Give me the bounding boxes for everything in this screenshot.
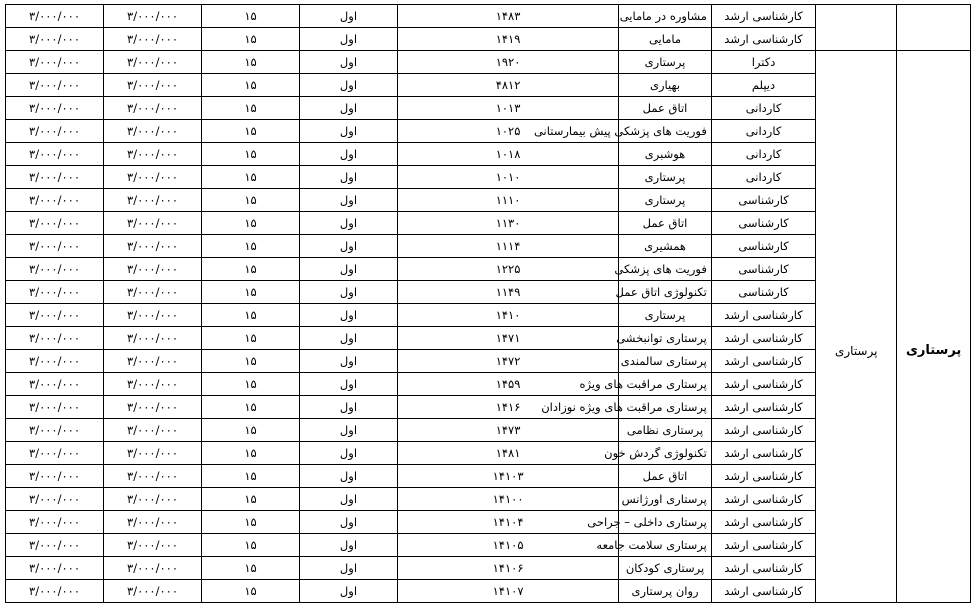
level-cell: کارشناسی ارشد xyxy=(711,350,815,373)
term-cell: اول xyxy=(299,488,397,511)
fee-cell: ۳/۰۰۰/۰۰۰ xyxy=(6,281,104,304)
code-cell: ۱۴۱۰۵ xyxy=(397,534,618,557)
level-cell: کاردانی xyxy=(711,97,815,120)
course-cell: فوریت های پزشکی xyxy=(619,258,712,281)
course-cell: همشیری xyxy=(619,235,712,258)
fee-cell: ۳/۰۰۰/۰۰۰ xyxy=(104,327,202,350)
fee-cell: ۳/۰۰۰/۰۰۰ xyxy=(104,97,202,120)
table-row xyxy=(6,51,971,74)
fee-cell: ۳/۰۰۰/۰۰۰ xyxy=(6,350,104,373)
fee-cell: ۳/۰۰۰/۰۰۰ xyxy=(104,235,202,258)
course-cell: مشاوره در مامایی xyxy=(619,5,712,28)
fee-cell: ۳/۰۰۰/۰۰۰ xyxy=(104,166,202,189)
term-cell: اول xyxy=(299,5,397,28)
units-cell: ۱۵ xyxy=(202,5,300,28)
term-cell: اول xyxy=(299,235,397,258)
units-cell: ۱۵ xyxy=(202,120,300,143)
term-cell: اول xyxy=(299,304,397,327)
fee-cell: ۳/۰۰۰/۰۰۰ xyxy=(104,28,202,51)
code-cell: ۱۴۱۰۷ xyxy=(397,580,618,603)
level-cell: کارشناسی ارشد xyxy=(711,488,815,511)
term-cell: اول xyxy=(299,419,397,442)
fee-cell: ۳/۰۰۰/۰۰۰ xyxy=(104,350,202,373)
term-cell: اول xyxy=(299,465,397,488)
code-cell: ۱۴۱۶ xyxy=(397,396,618,419)
fee-cell: ۳/۰۰۰/۰۰۰ xyxy=(104,5,202,28)
units-cell: ۱۵ xyxy=(202,465,300,488)
course-cell: پرستاری سالمندی xyxy=(619,350,712,373)
level-cell: کارشناسی ارشد xyxy=(711,557,815,580)
code-cell: ۱۴۵۹ xyxy=(397,373,618,396)
term-cell: اول xyxy=(299,189,397,212)
group-label: پرستاری xyxy=(905,342,962,358)
fee-cell: ۳/۰۰۰/۰۰۰ xyxy=(104,442,202,465)
fee-cell: ۳/۰۰۰/۰۰۰ xyxy=(6,97,104,120)
level-cell: دیپلم xyxy=(711,74,815,97)
units-cell: ۱۵ xyxy=(202,442,300,465)
term-cell: اول xyxy=(299,350,397,373)
level-cell: دکترا xyxy=(711,51,815,74)
units-cell: ۱۵ xyxy=(202,511,300,534)
fee-cell: ۳/۰۰۰/۰۰۰ xyxy=(6,465,104,488)
code-cell: ۱۴۷۲ xyxy=(397,350,618,373)
units-cell: ۱۵ xyxy=(202,51,300,74)
course-cell: تکنولوژی اتاق عمل xyxy=(619,281,712,304)
code-cell: ۱۱۱۰ xyxy=(397,189,618,212)
fee-cell: ۳/۰۰۰/۰۰۰ xyxy=(6,304,104,327)
code-cell: ۱۱۱۴ xyxy=(397,235,618,258)
fee-cell: ۳/۰۰۰/۰۰۰ xyxy=(104,143,202,166)
units-cell: ۱۵ xyxy=(202,281,300,304)
course-cell: پرستاری داخلی – جراحی xyxy=(619,511,712,534)
fee-cell: ۳/۰۰۰/۰۰۰ xyxy=(6,488,104,511)
term-cell: اول xyxy=(299,212,397,235)
fee-cell: ۳/۰۰۰/۰۰۰ xyxy=(104,212,202,235)
level-cell: کارشناسی ارشد xyxy=(711,465,815,488)
course-cell: پرستاری نظامی xyxy=(619,419,712,442)
fee-cell: ۳/۰۰۰/۰۰۰ xyxy=(6,580,104,603)
course-cell: پرستاری اورژانس xyxy=(619,488,712,511)
level-cell: کارشناسی ارشد xyxy=(711,442,815,465)
code-cell: ۱۴۱۰۳ xyxy=(397,465,618,488)
level-cell: کارشناسی ارشد xyxy=(711,327,815,350)
course-cell: پرستاری سلامت جامعه xyxy=(619,534,712,557)
fee-cell: ۳/۰۰۰/۰۰۰ xyxy=(104,396,202,419)
course-cell: پرستاری مراقبت های ویژه نوزادان xyxy=(619,396,712,419)
fee-cell: ۳/۰۰۰/۰۰۰ xyxy=(104,511,202,534)
table-body xyxy=(6,5,971,603)
fee-cell: ۳/۰۰۰/۰۰۰ xyxy=(6,511,104,534)
fee-cell: ۳/۰۰۰/۰۰۰ xyxy=(104,373,202,396)
code-cell: ۱۲۲۵ xyxy=(397,258,618,281)
course-cell: پرستاری xyxy=(619,51,712,74)
course-cell: تکنولوژی گردش خون xyxy=(619,442,712,465)
course-cell: اتاق عمل xyxy=(619,465,712,488)
fee-cell: ۳/۰۰۰/۰۰۰ xyxy=(6,258,104,281)
term-cell: اول xyxy=(299,97,397,120)
level-cell: کارشناسی ارشد xyxy=(711,580,815,603)
group-cell-empty xyxy=(897,5,971,51)
course-cell: مامایی xyxy=(619,28,712,51)
level-cell: کارشناسی xyxy=(711,258,815,281)
course-cell: پرستاری xyxy=(619,166,712,189)
fee-cell: ۳/۰۰۰/۰۰۰ xyxy=(104,488,202,511)
fee-cell: ۳/۰۰۰/۰۰۰ xyxy=(6,143,104,166)
level-cell: کارشناسی ارشد xyxy=(711,396,815,419)
fee-cell: ۳/۰۰۰/۰۰۰ xyxy=(6,534,104,557)
fee-cell: ۳/۰۰۰/۰۰۰ xyxy=(6,74,104,97)
fee-cell: ۳/۰۰۰/۰۰۰ xyxy=(104,51,202,74)
units-cell: ۱۵ xyxy=(202,97,300,120)
term-cell: اول xyxy=(299,51,397,74)
level-cell: کاردانی xyxy=(711,166,815,189)
units-cell: ۱۵ xyxy=(202,557,300,580)
fee-cell: ۳/۰۰۰/۰۰۰ xyxy=(6,396,104,419)
code-cell: ۱۱۴۹ xyxy=(397,281,618,304)
fee-cell: ۳/۰۰۰/۰۰۰ xyxy=(6,120,104,143)
code-cell: ۱۴۱۰۴ xyxy=(397,511,618,534)
course-cell: اتاق عمل xyxy=(619,212,712,235)
code-cell: ۱۰۲۵ xyxy=(397,120,618,143)
fee-cell: ۳/۰۰۰/۰۰۰ xyxy=(104,465,202,488)
term-cell: اول xyxy=(299,28,397,51)
level-cell: کارشناسی xyxy=(711,281,815,304)
units-cell: ۱۵ xyxy=(202,350,300,373)
course-cell: فوریت های پزشکی پیش بیمارستانی xyxy=(619,120,712,143)
term-cell: اول xyxy=(299,143,397,166)
sub-cell-empty xyxy=(816,5,897,51)
course-cell: هوشبری xyxy=(619,143,712,166)
units-cell: ۱۵ xyxy=(202,396,300,419)
level-cell: کارشناسی ارشد xyxy=(711,304,815,327)
code-cell: ۱۱۳۰ xyxy=(397,212,618,235)
units-cell: ۱۵ xyxy=(202,189,300,212)
level-cell: کاردانی xyxy=(711,143,815,166)
term-cell: اول xyxy=(299,120,397,143)
term-cell: اول xyxy=(299,511,397,534)
subgroup-label: پرستاری xyxy=(834,343,878,358)
code-cell: ۴۸۱۲ xyxy=(397,74,618,97)
units-cell: ۱۵ xyxy=(202,166,300,189)
units-cell: ۱۵ xyxy=(202,212,300,235)
course-cell: پرستاری xyxy=(619,189,712,212)
fee-cell: ۳/۰۰۰/۰۰۰ xyxy=(6,419,104,442)
fees-table xyxy=(5,4,971,603)
units-cell: ۱۵ xyxy=(202,580,300,603)
level-cell: کارشناسی ارشد xyxy=(711,373,815,396)
code-cell: ۱۴۱۹ xyxy=(397,28,618,51)
units-cell: ۱۵ xyxy=(202,74,300,97)
course-cell: پرستاری توانبخشی xyxy=(619,327,712,350)
code-cell: ۱۴۷۱ xyxy=(397,327,618,350)
term-cell: اول xyxy=(299,166,397,189)
fee-cell: ۳/۰۰۰/۰۰۰ xyxy=(104,304,202,327)
fee-cell: ۳/۰۰۰/۰۰۰ xyxy=(6,51,104,74)
units-cell: ۱۵ xyxy=(202,488,300,511)
code-cell: ۱۰۱۸ xyxy=(397,143,618,166)
course-cell: اتاق عمل xyxy=(619,97,712,120)
term-cell: اول xyxy=(299,258,397,281)
fee-cell: ۳/۰۰۰/۰۰۰ xyxy=(104,534,202,557)
term-cell: اول xyxy=(299,74,397,97)
term-cell: اول xyxy=(299,580,397,603)
code-cell: ۱۴۸۳ xyxy=(397,5,618,28)
term-cell: اول xyxy=(299,534,397,557)
units-cell: ۱۵ xyxy=(202,419,300,442)
term-cell: اول xyxy=(299,327,397,350)
table-row xyxy=(6,5,971,28)
term-cell: اول xyxy=(299,396,397,419)
code-cell: ۱۴۱۰۶ xyxy=(397,557,618,580)
fee-cell: ۳/۰۰۰/۰۰۰ xyxy=(104,74,202,97)
fee-cell: ۳/۰۰۰/۰۰۰ xyxy=(6,442,104,465)
level-cell: کارشناسی ارشد xyxy=(711,419,815,442)
level-cell: کارشناسی ارشد xyxy=(711,534,815,557)
course-cell: پرستاری مراقبت های ویژه xyxy=(619,373,712,396)
course-cell: پرستاری xyxy=(619,304,712,327)
level-cell: کارشناسی ارشد xyxy=(711,5,815,28)
fee-cell: ۳/۰۰۰/۰۰۰ xyxy=(6,235,104,258)
code-cell: ۱۴۷۳ xyxy=(397,419,618,442)
fee-cell: ۳/۰۰۰/۰۰۰ xyxy=(104,419,202,442)
fee-cell: ۳/۰۰۰/۰۰۰ xyxy=(6,189,104,212)
fee-cell: ۳/۰۰۰/۰۰۰ xyxy=(6,166,104,189)
fee-cell: ۳/۰۰۰/۰۰۰ xyxy=(6,557,104,580)
fee-cell: ۳/۰۰۰/۰۰۰ xyxy=(104,580,202,603)
code-cell: ۱۰۱۳ xyxy=(397,97,618,120)
term-cell: اول xyxy=(299,281,397,304)
units-cell: ۱۵ xyxy=(202,258,300,281)
fee-cell: ۳/۰۰۰/۰۰۰ xyxy=(6,373,104,396)
fee-cell: ۳/۰۰۰/۰۰۰ xyxy=(6,212,104,235)
level-cell: کارشناسی xyxy=(711,235,815,258)
fee-cell: ۳/۰۰۰/۰۰۰ xyxy=(6,327,104,350)
level-cell: کارشناسی ارشد xyxy=(711,28,815,51)
group-cell xyxy=(897,51,971,603)
units-cell: ۱۵ xyxy=(202,534,300,557)
level-cell: کارشناسی xyxy=(711,189,815,212)
units-cell: ۱۵ xyxy=(202,143,300,166)
units-cell: ۱۵ xyxy=(202,327,300,350)
code-cell: ۱۰۱۰ xyxy=(397,166,618,189)
fee-cell: ۳/۰۰۰/۰۰۰ xyxy=(104,281,202,304)
fee-cell: ۳/۰۰۰/۰۰۰ xyxy=(104,189,202,212)
code-cell: ۱۴۱۰۰ xyxy=(397,488,618,511)
course-cell: روان پرستاری xyxy=(619,580,712,603)
code-cell: ۱۹۲۰ xyxy=(397,51,618,74)
code-cell: ۱۴۸۱ xyxy=(397,442,618,465)
level-cell: کارشناسی xyxy=(711,212,815,235)
course-cell: بهیاری xyxy=(619,74,712,97)
units-cell: ۱۵ xyxy=(202,304,300,327)
term-cell: اول xyxy=(299,373,397,396)
fee-cell: ۳/۰۰۰/۰۰۰ xyxy=(6,5,104,28)
units-cell: ۱۵ xyxy=(202,235,300,258)
course-cell: پرستاری کودکان xyxy=(619,557,712,580)
level-cell: کاردانی xyxy=(711,120,815,143)
fee-cell: ۳/۰۰۰/۰۰۰ xyxy=(104,120,202,143)
subgroup-cell xyxy=(816,51,897,603)
fee-cell: ۳/۰۰۰/۰۰۰ xyxy=(104,557,202,580)
fee-cell: ۳/۰۰۰/۰۰۰ xyxy=(104,258,202,281)
units-cell: ۱۵ xyxy=(202,28,300,51)
fee-cell: ۳/۰۰۰/۰۰۰ xyxy=(6,28,104,51)
level-cell: کارشناسی ارشد xyxy=(711,511,815,534)
code-cell: ۱۴۱۰ xyxy=(397,304,618,327)
term-cell: اول xyxy=(299,557,397,580)
units-cell: ۱۵ xyxy=(202,373,300,396)
term-cell: اول xyxy=(299,442,397,465)
